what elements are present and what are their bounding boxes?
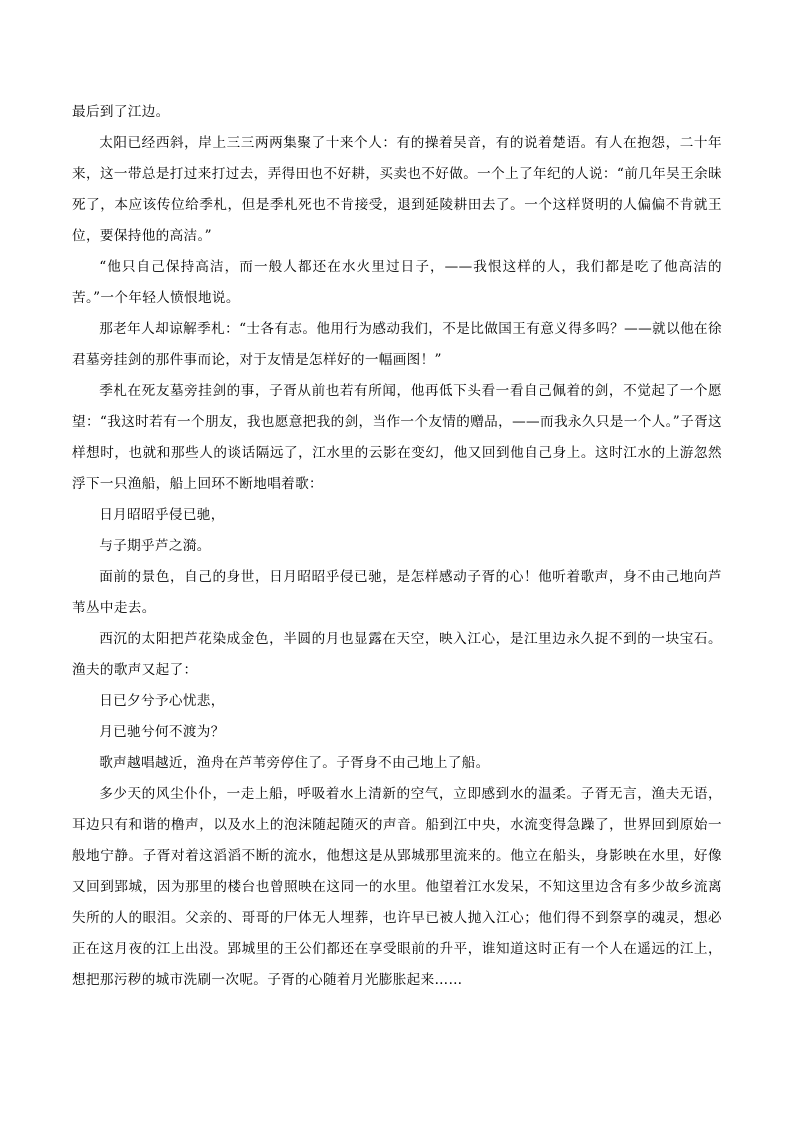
paragraph: “他只自己保持高洁，而一般人都还在水火里过日子，——我恨这样的人，我们都是吃了他高洁的苦。”一个年轻人愤恨地说。 [72,259,722,306]
poem-line: 与子期乎芦之漪。 [99,538,211,554]
poem-line: 月已驰兮何不渡为？ [99,724,225,740]
paragraph: 最后到了江边。 [72,104,170,120]
paragraph: 季札在死友墓旁挂剑的事，子胥从前也若有所闻，他再低下头看一看自己佩着的剑，不觉起了一个愿望：“我这时若有一个朋友，我也愿意把我的剑，当作一个友情的赠品，——而我永久只是一个人。”子胥这样想时，也就和那些人的谈话隔远了，江水里的云影在变幻，他又回到他自己身上。这时江水的上游忽然浮下一只渔船，船上回环不断地唱着歌： [72,383,722,492]
paragraph: 那老年人却谅解季札：“士各有志。他用行为感动我们，不是比做国王有意义得多吗？——就以他在徐君墓旁挂剑的那件事而论，对于友情是怎样好的一幅画图！” [72,321,722,368]
paragraph: 面前的景色，自己的身世，日月昭昭乎侵已驰，是怎样感动子胥的心！他听着歌声，身不由己地向芦苇丛中走去。 [72,569,722,616]
poem-line: 日月昭昭乎侵已驰， [99,507,225,523]
story-text [72,97,722,996]
paragraph: 歌声越唱越近，渔舟在芦苇旁停住了。子胥身不由己地上了船。 [99,755,490,771]
paragraph: 西沉的太阳把芦花染成金色，半圆的月也显露在天空，映入江心，是江里边永久捉不到的一块宝石。渔夫的歌声又起了： [72,631,722,678]
poem-line: 日已夕兮予心忧悲， [99,693,225,709]
paragraph: 多少天的风尘仆仆，一走上船，呼吸着水上清新的空气，立即感到水的温柔。子胥无言，渔夫无语，耳边只有和谐的橹声，以及水上的泡沫随起随灭的声音。船到江中央，水流变得急躁了，世界回到原始一般地宁静。子胥对着这滔滔不断的流水，他想这是从郢城那里流来的。他立在船头，身影映在水里，好像又回到郢城，因为那里的楼台也曾照映在这同一的水里。他望着江水发呆，不知这里边含有多少故乡流离失所的人的眼泪。父亲的、哥哥的尸体无人埋葬，也许早已被人抛入江心；他们得不到祭享的魂灵，想必正在这月夜的江上出没。郢城里的王公们都还在享受眼前的升平，谁知道这时正有一个人在遥远的江上，想把那污秽的城市洗刷一次呢。子胥的心随着月光膨胀起来…… [72,786,722,988]
paragraph: 太阳已经西斜，岸上三三两两集聚了十来个人：有的操着吴音，有的说着楚语。有人在抱怨，二十年来，这一带总是打过来打过去，弄得田也不好耕，买卖也不好做。一个上了年纪的人说：“前几年吴王余昧死了，本应该传位给季札，但是季札死也不肯接受，退到延陵耕田去了。一个这样贤明的人偏偏不肯就王位，要保持他的高洁。” [72,135,722,244]
